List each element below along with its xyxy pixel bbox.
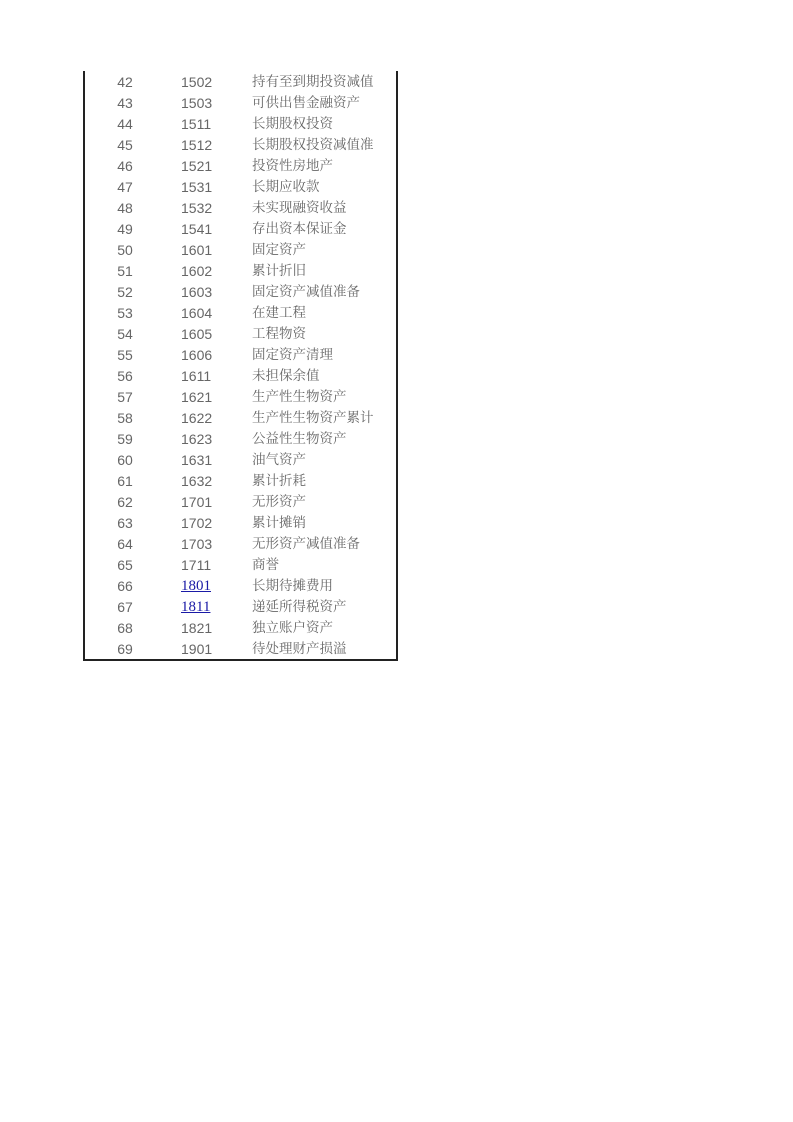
row-number: 58 (117, 410, 133, 426)
row-number: 68 (117, 620, 133, 636)
account-name: 未担保余值 (252, 368, 320, 384)
table-row (85, 408, 398, 429)
account-code: 1631 (181, 452, 213, 468)
row-number: 63 (117, 515, 133, 531)
table-row (85, 93, 398, 114)
row-number: 46 (117, 158, 133, 174)
table-row (85, 282, 398, 303)
table-row (85, 366, 398, 387)
account-code: 1511 (181, 116, 212, 132)
row-number: 48 (117, 200, 133, 216)
table-row (85, 597, 398, 618)
row-number: 53 (117, 305, 133, 321)
account-name: 长期待摊费用 (252, 578, 333, 594)
account-name: 生产性生物资产 (252, 389, 347, 405)
account-code: 1901 (181, 641, 213, 657)
table-row (85, 261, 398, 282)
table-row (85, 240, 398, 261)
account-code: 1632 (181, 473, 213, 489)
account-code-link[interactable]: 1801 (181, 578, 211, 594)
table-row (85, 324, 398, 345)
table-row (85, 387, 398, 408)
account-name: 固定资产减值准备 (252, 284, 360, 300)
account-name: 商誉 (252, 557, 279, 573)
account-code: 1703 (181, 536, 213, 552)
account-code: 1603 (181, 284, 213, 300)
row-number: 61 (117, 473, 133, 489)
row-number: 69 (117, 641, 133, 657)
account-code: 1604 (181, 305, 213, 321)
account-name: 工程物资 (252, 326, 306, 342)
table-row (85, 555, 398, 576)
row-number: 44 (117, 116, 133, 132)
account-name: 无形资产减值准备 (252, 536, 360, 552)
table-row (85, 198, 398, 219)
account-name: 固定资产清理 (252, 347, 333, 363)
row-number: 45 (117, 137, 133, 153)
account-name: 未实现融资收益 (252, 200, 347, 216)
account-code: 1821 (181, 620, 213, 636)
account-code: 1606 (181, 347, 213, 363)
account-name: 长期应收款 (252, 179, 320, 195)
account-code: 1503 (181, 95, 213, 111)
row-number: 54 (117, 326, 133, 342)
account-name: 可供出售金融资产 (252, 95, 360, 111)
account-name: 无形资产 (252, 494, 306, 510)
account-name: 存出资本保证金 (252, 221, 347, 237)
account-code: 1611 (181, 368, 212, 384)
account-name: 持有至到期投资减值 (252, 74, 374, 90)
account-code: 1701 (181, 494, 213, 510)
account-code: 1602 (181, 263, 213, 279)
account-code: 1702 (181, 515, 213, 531)
account-name: 长期股权投资 (252, 116, 333, 132)
row-number: 62 (117, 494, 133, 510)
table-row (85, 534, 398, 555)
account-code: 1601 (181, 242, 213, 258)
row-number: 42 (117, 74, 133, 90)
table-row (85, 135, 398, 156)
table-row (85, 177, 398, 198)
account-name: 待处理财产损溢 (252, 641, 347, 657)
table-row (85, 345, 398, 366)
row-number: 56 (117, 368, 133, 384)
account-code: 1621 (181, 389, 213, 405)
account-name: 累计摊销 (252, 515, 306, 531)
account-table (83, 71, 398, 661)
row-number: 65 (117, 557, 133, 573)
table-row (85, 618, 398, 639)
table-row (85, 429, 398, 450)
account-code: 1541 (181, 221, 213, 237)
table-row (85, 114, 398, 135)
row-number: 49 (117, 221, 133, 237)
table-row (85, 219, 398, 240)
account-name: 在建工程 (252, 305, 306, 321)
row-number: 52 (117, 284, 133, 300)
account-code: 1605 (181, 326, 213, 342)
table-row (85, 513, 398, 534)
table-row (85, 450, 398, 471)
table-row (85, 492, 398, 513)
account-name: 递延所得税资产 (252, 599, 347, 615)
account-code: 1531 (181, 179, 213, 195)
row-number: 64 (117, 536, 133, 552)
table-row (85, 576, 398, 597)
account-code: 1502 (181, 74, 213, 90)
account-name: 累计折旧 (252, 263, 306, 279)
account-name: 累计折耗 (252, 473, 306, 489)
table-row (85, 471, 398, 492)
row-number: 59 (117, 431, 133, 447)
account-name: 固定资产 (252, 242, 306, 258)
account-code-link[interactable]: 1811 (181, 599, 211, 615)
account-code: 1711 (181, 557, 212, 573)
row-number: 57 (117, 389, 133, 405)
table-row (85, 303, 398, 324)
account-name: 长期股权投资减值准 (252, 137, 374, 153)
account-name: 油气资产 (252, 452, 306, 468)
account-code: 1622 (181, 410, 213, 426)
row-number: 66 (117, 578, 133, 594)
account-code: 1532 (181, 200, 213, 216)
account-code: 1512 (181, 137, 213, 153)
account-code: 1521 (181, 158, 213, 174)
row-number: 43 (117, 95, 133, 111)
row-number: 51 (117, 263, 133, 279)
row-number: 50 (117, 242, 133, 258)
row-number: 67 (117, 599, 133, 615)
account-name: 生产性生物资产累计 (252, 410, 374, 426)
account-name: 独立账户资产 (252, 620, 333, 636)
table-row (85, 72, 398, 93)
account-name: 公益性生物资产 (252, 431, 347, 447)
account-name: 投资性房地产 (252, 158, 333, 174)
table-row (85, 639, 398, 660)
table-row (85, 156, 398, 177)
row-number: 47 (117, 179, 133, 195)
row-number: 60 (117, 452, 133, 468)
account-code: 1623 (181, 431, 213, 447)
row-number: 55 (117, 347, 133, 363)
